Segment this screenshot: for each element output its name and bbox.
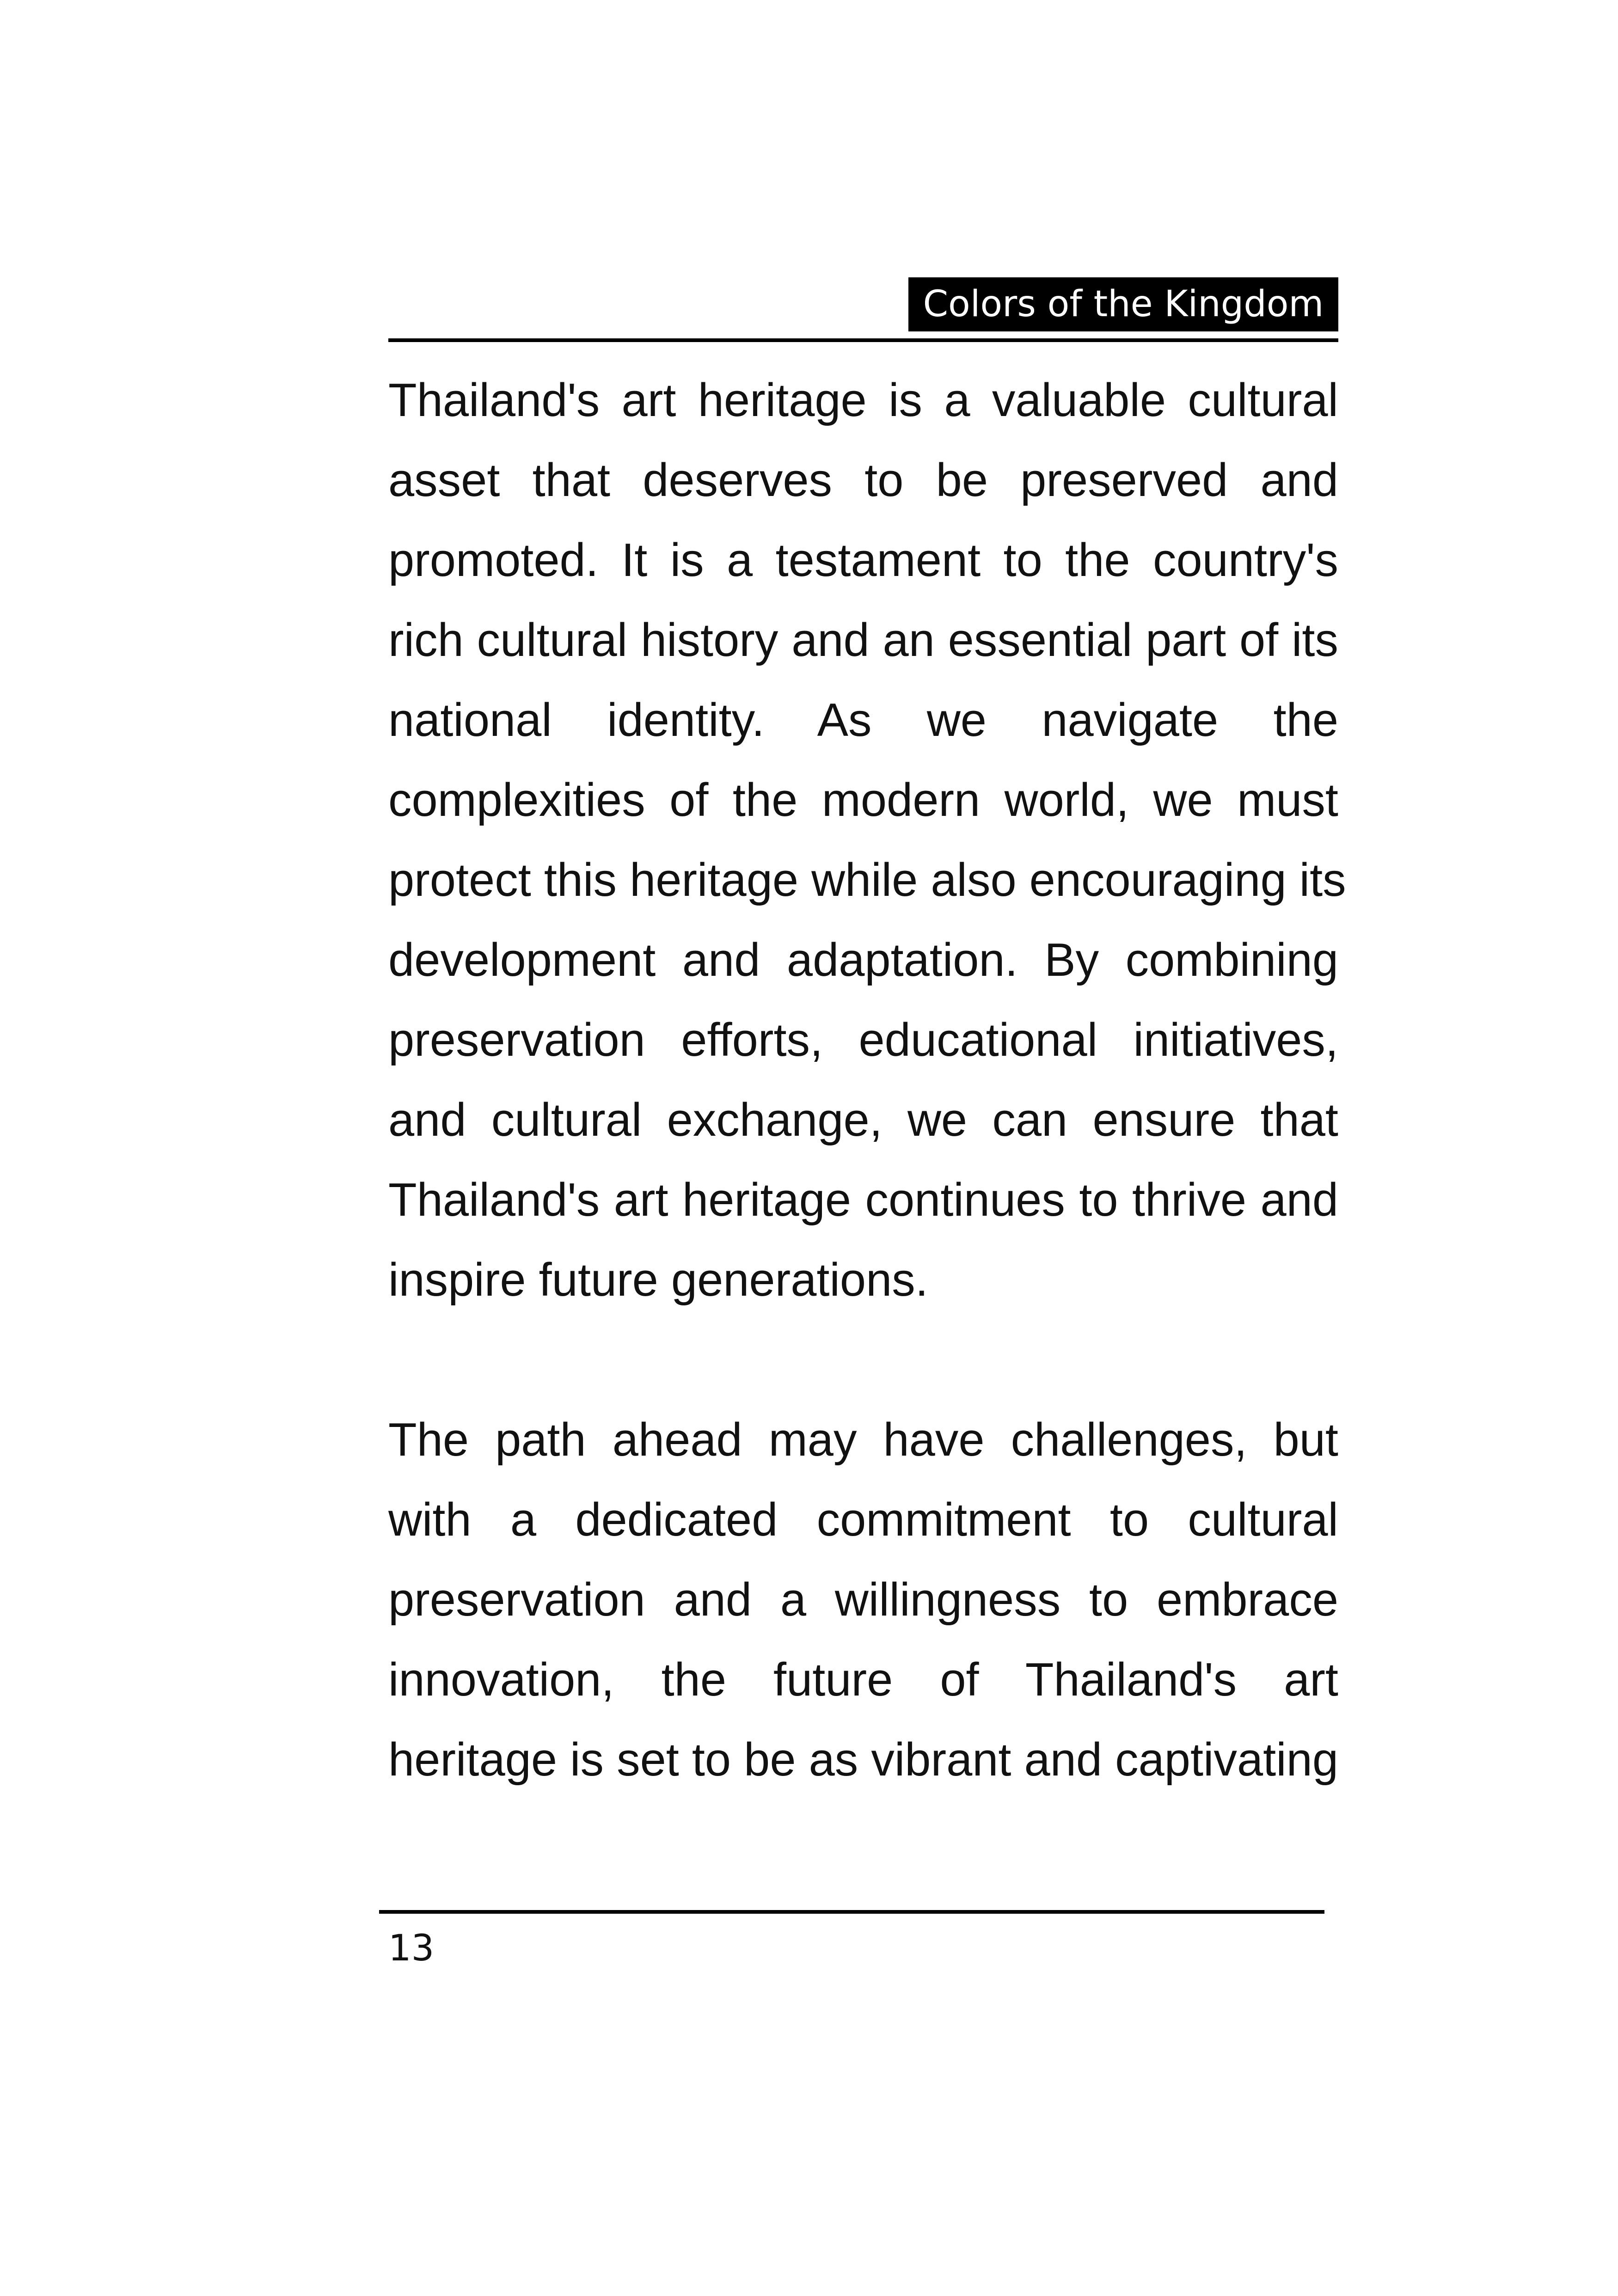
text-line: national identity. As we navigate the — [388, 694, 1338, 746]
page-number: 13 — [388, 1928, 435, 1969]
running-header-title: Colors of the Kingdom — [908, 277, 1338, 331]
paragraph-1 — [388, 361, 1346, 1320]
text-line: asset that deserves to be preserved and — [388, 454, 1338, 506]
text-line: complexities of the modern world, we must — [388, 774, 1338, 826]
paragraph-gap — [388, 1320, 1338, 1400]
text-line: inspire future generations. — [388, 1254, 928, 1306]
text-line: with a dedicated commitment to cultural — [388, 1494, 1338, 1546]
text-line: Thailand's art heritage is a valuable cultural — [388, 374, 1338, 426]
body-text — [388, 361, 1346, 1800]
text-line: and cultural exchange, we can ensure that — [388, 1094, 1338, 1146]
footer-rule — [379, 1910, 1324, 1914]
text-line: The path ahead may have challenges, but — [388, 1414, 1338, 1466]
text-line: preservation and a willingness to embrace — [388, 1574, 1338, 1626]
text-line: development and adaptation. By combining — [388, 934, 1338, 986]
text-line: innovation, the future of Thailand's art — [388, 1654, 1338, 1706]
text-line: protect this heritage while also encouraging its — [388, 854, 1346, 906]
header-rule — [388, 338, 1338, 342]
paragraph-2 — [388, 1400, 1338, 1800]
text-line: preservation efforts, educational initiatives, — [388, 1014, 1338, 1066]
text-line: Thailand's art heritage continues to thrive and — [388, 1174, 1338, 1226]
text-line: rich cultural history and an essential part of its — [388, 614, 1338, 666]
text-line: heritage is set to be as vibrant and captivating — [388, 1734, 1338, 1786]
text-line: promoted. It is a testament to the country's — [388, 534, 1338, 586]
